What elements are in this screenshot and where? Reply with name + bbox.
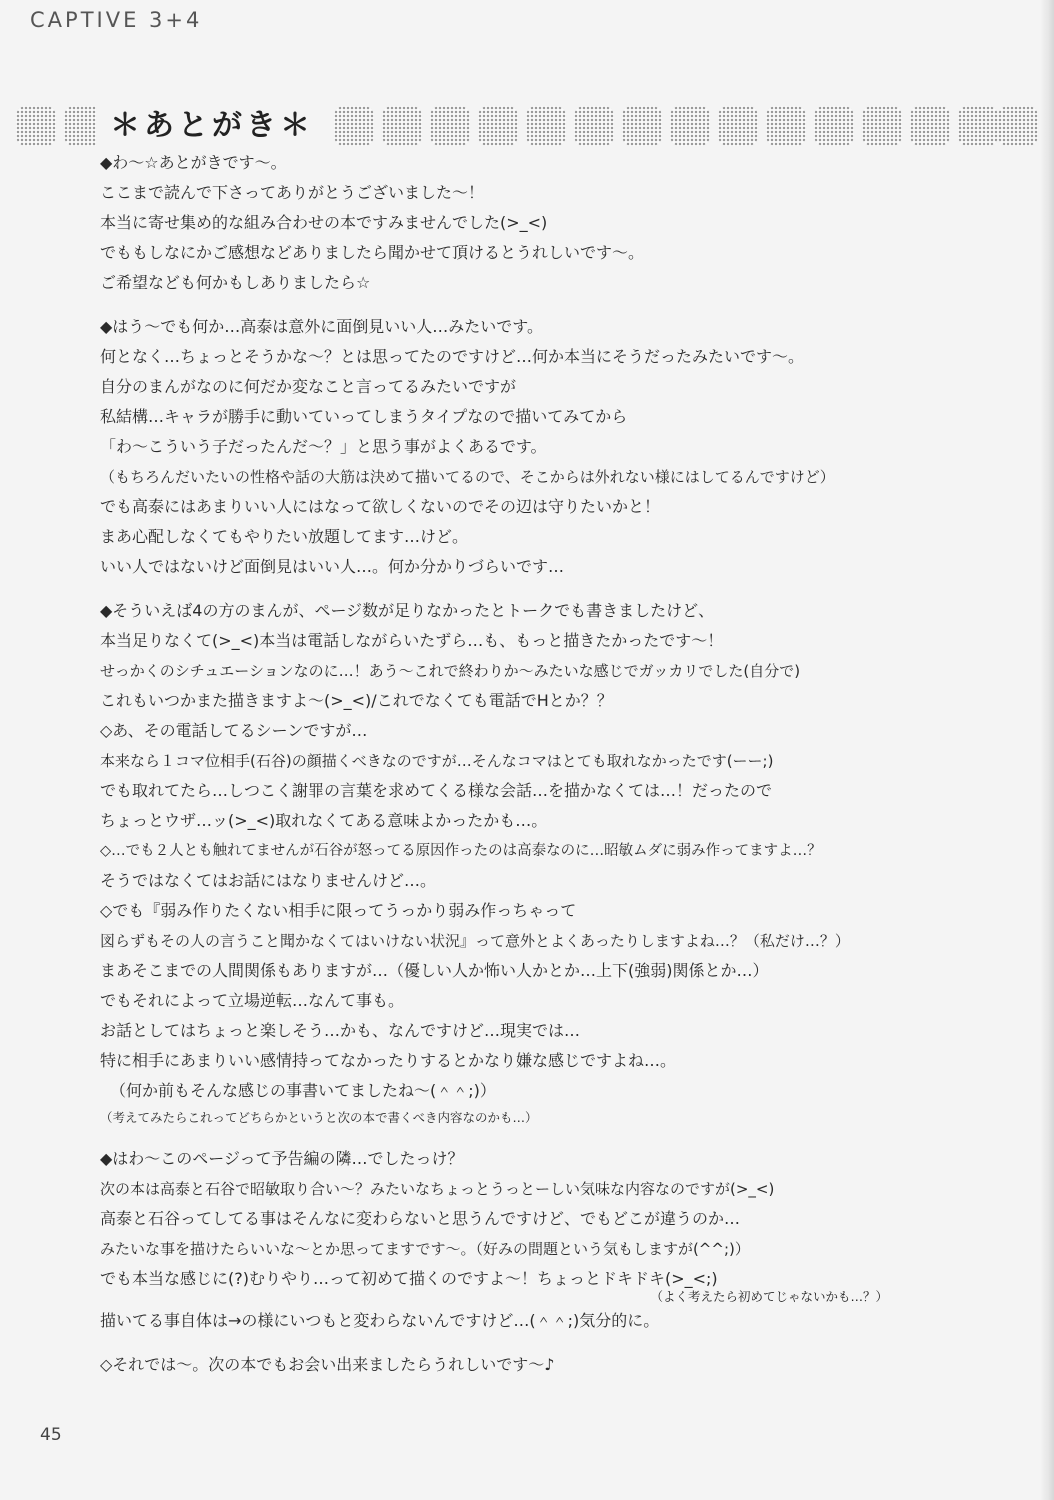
banner-dot-pattern <box>670 106 710 146</box>
afterword-heading: ＊あとがき＊ <box>96 98 328 154</box>
aside-note: （よく考えたら初めてじゃないかも…？） <box>650 1289 888 1304</box>
banner-dot-pattern <box>430 106 470 146</box>
text-line: でも取れてたら…しつこく謝罪の言葉を求めてくる様な会話…を描かなくては…！だったので <box>100 781 773 800</box>
paragraph-gap <box>100 1130 960 1144</box>
text-line: 次の本は高泰と石谷で昭敏取り合い～？みたいなちょっとうっとーしい気味な内容なのですが(>_<) <box>100 1180 775 1198</box>
page-edge-shadow <box>1040 0 1054 1500</box>
banner-dot-pattern <box>622 106 662 146</box>
text-line: まあそこまでの人間関係もありますが…（優しい人か怖い人かとか…上下(強弱)関係とか…） <box>100 961 769 980</box>
paragraph-gap <box>100 1336 960 1350</box>
text-line: まあ心配しなくてもやりたい放題してます…けど。 <box>100 527 469 546</box>
text-line: でも高泰にはあまりいい人にはなって欲しくないのでその辺は守りたいかと！ <box>100 497 661 516</box>
text-line: ◇…でも２人とも触れてませんが石谷が怒ってる原因作ったのは高泰なのに…昭敏ムダに弱み作ってますよ…？ <box>100 843 822 859</box>
banner-dot-pattern <box>862 106 902 146</box>
text-line: 「わ～こういう子だったんだ～？」と思う事がよくあるです。 <box>100 437 547 456</box>
banner-dot-pattern <box>718 106 758 146</box>
page-number: 45 <box>40 1425 62 1445</box>
text-line: 特に相手にあまりいい感情持ってなかったりするとかなり嫌な感じですよね…。 <box>100 1051 677 1070</box>
text-line: でも本当な感じに(?)むりやり…って初めて描くのですよ～！ちょっとドキドキ(>_<;) <box>100 1269 718 1288</box>
text-line: ◆はわ～このページって予告編の隣…でしたっけ？ <box>100 1149 464 1168</box>
afterword-banner <box>14 98 1039 154</box>
text-line: みたいな事を描けたらいいな～とか思ってますです～。（好みの問題という気もしますが(^^;)） <box>100 1240 750 1258</box>
text-line: （もちろんだいたいの性格や話の大筋は決めて描いてるので、そこからは外れない様にはしてるんですけど） <box>100 468 835 486</box>
text-line: お話としてはちょっと楽しそう…かも、なんですけど…現実では… <box>100 1021 581 1040</box>
banner-dot-pattern <box>382 106 422 146</box>
paragraph-gap <box>100 582 960 596</box>
running-header-title: CAPTIVE 3+4 <box>30 8 203 32</box>
banner-dot-pattern <box>574 106 614 146</box>
banner-dot-pattern <box>334 106 374 146</box>
text-line: ◇でも『弱み作りたくない相手に限ってうっかり弱み作っちゃって <box>100 901 577 920</box>
text-small-note: （考えてみたらこれってどちらかというと次の本で書くべき内容なのかも…） <box>100 1110 538 1125</box>
paragraph-gap <box>100 298 960 312</box>
text-line: ご希望なども何かもしありましたら☆ <box>100 273 371 292</box>
text-line: 高泰と石谷ってしてる事はそんなに変わらないと思うんですけど、でもどこが違うのか… <box>100 1209 741 1228</box>
afterword-body <box>100 148 960 1380</box>
text-line: ◆はう～でも何か…高泰は意外に面倒見いい人…みたいです。 <box>100 317 544 336</box>
text-line: ◆そういえば4の方のまんが、ページ数が足りなかったとトークでも書きましたけど、 <box>100 601 715 620</box>
text-line: でもそれによって立場逆転…なんて事も。 <box>100 991 405 1010</box>
text-line: 本当に寄せ集め的な組み合わせの本ですみませんでした(>_<) <box>100 213 548 232</box>
text-line: 描いてる事自体は→の様にいつもと変わらないんですけど…(＾＾;)気分的に。 <box>100 1311 660 1330</box>
text-line: ◆わ～☆あとがきです～。 <box>100 153 287 172</box>
banner-dot-pattern <box>478 106 518 146</box>
text-line: 本当足りなくて(>_<)本当は電話しながらいたずら…も、もっと描きたかったです～！ <box>100 631 724 650</box>
text-line: 図らずもその人の言うこと聞かなくてはいけない状況』って意外とよくあったりしますよね…？（私だけ…？） <box>100 932 850 950</box>
banner-dot-pattern <box>526 106 566 146</box>
text-line: ◇あ、その電話してるシーンですが… <box>100 721 368 740</box>
text-line: ちょっとウザ…ッ(>_<)取れなくてある意味よかったかも…。 <box>100 811 548 830</box>
text-line: せっかくのシチュエーションなのに…！あう～これで終わりか～みたいな感じでガッカリでした(自分で) <box>100 662 801 680</box>
text-line: これもいつかまた描きますよ～(>_<)/これでなくても電話でHとか？？ <box>100 691 613 710</box>
text-note: （何か前もそんな感じの事書いてましたね～(＾＾;)） <box>110 1081 496 1100</box>
text-line: 自分のまんがなのに何だか変なこと言ってるみたいですが <box>100 377 517 396</box>
banner-dot-pattern <box>16 106 56 146</box>
banner-dot-pattern <box>814 106 854 146</box>
text-line: 何となく…ちょっとそうかな～？とは思ってたのですけど…何か本当にそうだったみたいです～。 <box>100 347 805 366</box>
banner-dot-pattern <box>766 106 806 146</box>
text-line: そうではなくてはお話にはなりませんけど…。 <box>100 871 437 890</box>
text-line: ◇それでは～。次の本でもお会い出来ましたらうれしいです～♪ <box>100 1355 555 1374</box>
text-line: ここまで読んで下さってありがとうございました～！ <box>100 183 485 202</box>
text-line: いい人ではないけど面倒見はいい人…。何か分かりづらいです… <box>100 557 565 576</box>
text-line: 私結構…キャラが勝手に動いていってしまうタイプなので描いてみてから <box>100 407 628 426</box>
banner-dot-pattern <box>910 106 950 146</box>
banner-dot-pattern <box>998 106 1038 146</box>
text-line: 本来なら１コマ位相手(石谷)の顔描くべきなのですが…そんなコマはとても取れなかったです(ーー;) <box>100 752 774 770</box>
banner-dot-pattern <box>958 106 998 146</box>
text-line: でももしなにかご感想などありましたら聞かせて頂けるとうれしいです～。 <box>100 243 645 262</box>
